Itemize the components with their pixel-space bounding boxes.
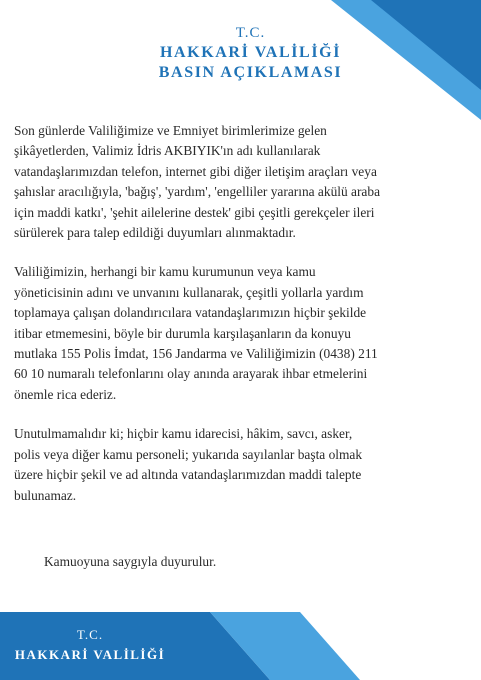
paragraph-3: Unutulmamalıdır ki; hiçbir kamu idarecisi, hâkim, savcı, asker, polis veya diğer kamu personeli; yukarıda sayılanlar başta olmak üzere hiçbir şekil ve ad altında vatandaşlarımızdan maddi talepte bulunamaz. — [14, 426, 363, 503]
letterhead — [0, 24, 481, 83]
paragraph-2: Valiliğimizin, herhangi bir kamu kurumunun veya kamu yöneticisinin adını ve unvanını kullanarak, çeşitli yollarla yardım toplamaya çalışan dolandırıcılara vatandaşlarımızın hiçbir şekilde itibar etmemesini, böyle bir durumla karşılaşanların da konuyu mutlaka 155 Polis İmdat, 156 Jandarma ve Valiliğimizin (0438) 211 60 10 numaralı telefonlarını olay anında arayarak ihbar etmelerini önemle rica ederiz. — [14, 264, 378, 402]
closing-line: Kamuoyuna saygıyla duyurulur. — [44, 554, 217, 569]
header-tc: T.C. — [235, 25, 266, 41]
footer-label — [0, 626, 180, 666]
header-institution: HAKKARİ VALİLİĞİ — [159, 44, 342, 61]
paragraph-1: Son günlerde Valiliğimize ve Emniyet birimlerimize gelen şikâyetlerden, Valimiz İdris AKBIYIK'ın adı kullanılarak vatandaşlarımızdan telefon, internet gibi diğer iletişim araçları veya şahıslar aracılığıyla, 'bağış', 'yardım', 'engelliler yararına akülü araba için maddi katkı', 'şehit ailelerine destek' gibi çeşitli gerekçeler ileri sürülerek para talep edildiği duyumları alınmaktadır. — [14, 123, 381, 241]
footer-tc: T.C. — [76, 627, 104, 642]
header-title: BASIN AÇIKLAMASI — [158, 64, 343, 81]
footer-institution: HAKKARİ VALİLİĞİ — [14, 647, 166, 662]
statement-body — [14, 121, 474, 525]
